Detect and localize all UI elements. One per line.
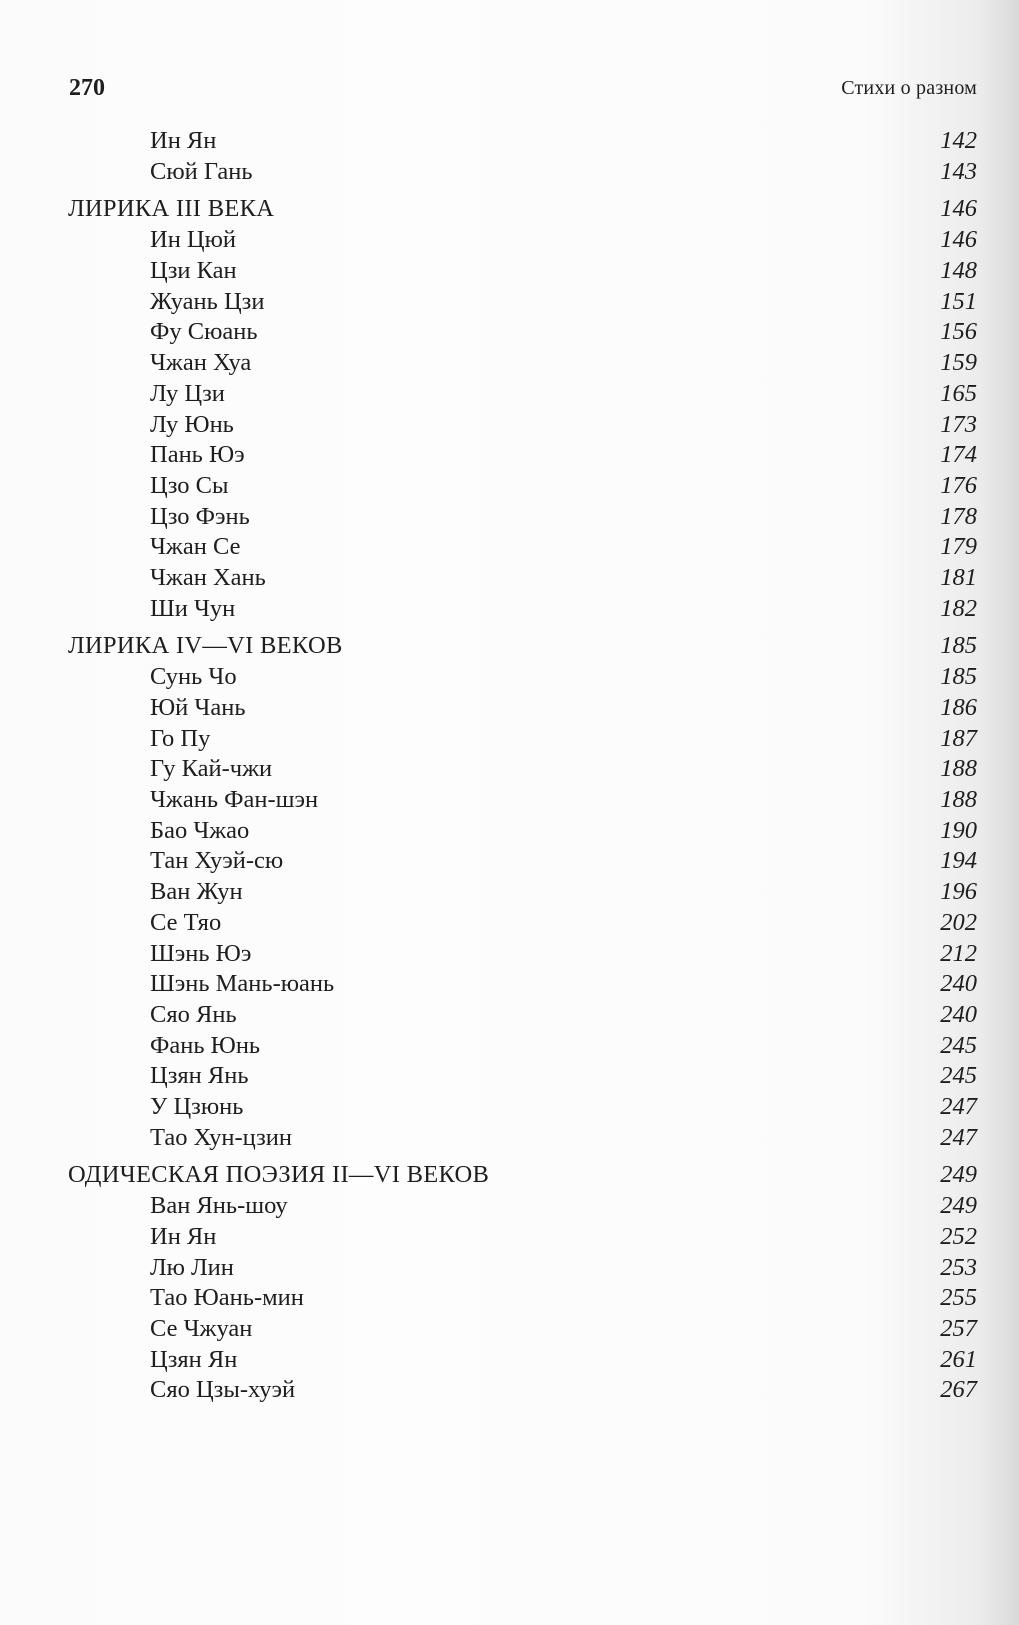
author-name: Ин Ян <box>150 1223 217 1250</box>
author-name: Лу Цзи <box>150 379 225 407</box>
toc-page-number: 151 <box>940 287 977 315</box>
toc-page-number: 146 <box>940 226 977 254</box>
toc-page-number: 257 <box>940 1315 977 1343</box>
author-name: Чжан Хань <box>150 563 266 591</box>
toc-page-number: 202 <box>940 908 977 936</box>
author-name: Юй Чань <box>150 694 246 721</box>
author-name: Шэнь Мань-юань <box>150 970 335 998</box>
toc-entry <box>68 379 977 410</box>
toc-page-number: 247 <box>940 1092 977 1120</box>
author-name: Жуань Цзи <box>150 287 265 315</box>
author-name: Сюй Гань <box>150 157 253 185</box>
author-name: Ши Чун <box>150 594 236 622</box>
author-name: Цзян Янь <box>150 1062 249 1090</box>
toc-page-number: 179 <box>940 533 977 561</box>
toc-page-number: 173 <box>940 410 977 438</box>
toc-entry <box>68 1222 977 1253</box>
toc-entry <box>68 440 977 471</box>
author-name: Фу Сюань <box>150 318 258 346</box>
toc-page-number: 186 <box>940 694 977 721</box>
toc-entry <box>68 348 977 379</box>
author-name: Бао Чжао <box>150 816 250 844</box>
author-name: Чжан Хуа <box>150 349 252 377</box>
toc-page-number: 212 <box>940 939 977 967</box>
toc-entry <box>68 1031 977 1062</box>
toc-page-number: 252 <box>940 1223 977 1250</box>
author-name: Се Тяо <box>150 908 222 936</box>
toc-entry <box>68 816 977 847</box>
toc-entry <box>68 1191 977 1222</box>
author-name: Чжань Фан-шэн <box>150 786 319 814</box>
toc-entry <box>68 877 977 908</box>
section-title: ЛИРИКА IV—VI ВЕКОВ <box>68 632 343 660</box>
toc-entry <box>68 908 977 939</box>
toc-page-number: 165 <box>940 379 977 407</box>
author-name: Ван Янь-шоу <box>150 1192 288 1220</box>
toc-entry <box>68 1253 977 1284</box>
author-name: Цзи Кан <box>150 257 237 285</box>
toc-entry <box>68 785 977 816</box>
toc-page-number: 255 <box>940 1284 977 1312</box>
toc-page-number: 267 <box>940 1376 977 1404</box>
author-name: Цзо Фэнь <box>150 502 250 530</box>
author-name: Го Пу <box>150 724 211 752</box>
running-head: Стихи о разном <box>841 77 977 99</box>
toc-page-number: 249 <box>940 1161 977 1189</box>
toc-page-number: 143 <box>940 157 977 185</box>
toc-entry <box>68 225 977 256</box>
author-name: Цзо Сы <box>150 471 229 499</box>
toc-page-number: 240 <box>940 970 977 998</box>
toc-entry <box>68 939 977 970</box>
toc-entry <box>68 317 977 348</box>
toc-entry <box>68 410 977 441</box>
toc-page-number: 176 <box>940 471 977 499</box>
author-name: Гу Кай-чжи <box>150 755 273 783</box>
toc-page-number: 247 <box>940 1123 977 1151</box>
toc-page-number: 174 <box>940 441 977 469</box>
page-header <box>69 70 977 106</box>
toc-entry <box>68 1000 977 1031</box>
toc-page-number: 142 <box>940 127 977 154</box>
section-title: ЛИРИКА III ВЕКА <box>68 195 275 223</box>
toc-page-number: 253 <box>940 1253 977 1281</box>
author-name: Сяо Цзы-хуэй <box>150 1376 296 1404</box>
author-name: Сяо Янь <box>150 1000 237 1028</box>
author-name: Ин Ян <box>150 127 217 154</box>
toc-entry <box>68 1283 977 1314</box>
author-name: Фань Юнь <box>150 1031 261 1059</box>
toc-page-number: 178 <box>940 502 977 530</box>
toc-entry <box>68 157 977 188</box>
author-name: Сунь Чо <box>150 663 237 691</box>
toc-page-number: 261 <box>940 1345 977 1373</box>
toc-entry <box>68 1123 977 1154</box>
toc-entry <box>68 1061 977 1092</box>
toc-entry <box>68 471 977 502</box>
toc-entry <box>68 724 977 755</box>
author-name: Лу Юнь <box>150 410 234 438</box>
toc-page-number: 187 <box>940 724 977 752</box>
toc-page-number: 182 <box>940 594 977 622</box>
toc-page-number: 181 <box>940 563 977 591</box>
toc-page-number: 188 <box>940 786 977 814</box>
toc-entry <box>68 693 977 724</box>
toc-entry <box>68 1345 977 1376</box>
author-name: Цзян Ян <box>150 1345 238 1373</box>
toc-entry <box>68 754 977 785</box>
toc-entry <box>68 1314 977 1345</box>
toc-entry <box>68 502 977 533</box>
author-name: Тао Юань-мин <box>150 1284 304 1312</box>
toc-page-number: 156 <box>940 318 977 346</box>
toc-entry <box>68 1375 977 1406</box>
toc-entry <box>68 126 977 157</box>
toc-entry <box>68 287 977 318</box>
toc-entry <box>68 1092 977 1123</box>
toc-entry <box>68 256 977 287</box>
toc-section-heading <box>68 192 977 225</box>
page-number: 270 <box>69 75 105 101</box>
toc-page-number: 159 <box>940 349 977 377</box>
toc-page-number: 194 <box>940 847 977 875</box>
author-name: Тао Хун-цзин <box>150 1123 292 1151</box>
toc-entry <box>68 969 977 1000</box>
author-name: Пань Юэ <box>150 441 245 469</box>
toc-page-number: 245 <box>940 1062 977 1090</box>
toc-entry <box>68 532 977 563</box>
author-name: Шэнь Юэ <box>150 939 252 967</box>
toc-page-number: 240 <box>940 1000 977 1028</box>
toc-page-number: 188 <box>940 755 977 783</box>
toc-section-heading <box>68 629 977 662</box>
toc-page-number: 190 <box>940 816 977 844</box>
author-name: Се Чжуан <box>150 1315 253 1343</box>
toc-entry <box>68 563 977 594</box>
toc-page-number: 196 <box>940 878 977 906</box>
author-name: Лю Лин <box>150 1253 234 1281</box>
toc-page-number: 249 <box>940 1192 977 1220</box>
toc-page-number: 185 <box>940 663 977 691</box>
toc-page-number: 148 <box>940 257 977 285</box>
toc-entry <box>68 594 977 625</box>
table-of-contents <box>68 126 977 1406</box>
section-title: ОДИЧЕСКАЯ ПОЭЗИЯ II—VI ВЕКОВ <box>68 1161 490 1189</box>
toc-entry <box>68 846 977 877</box>
author-name: Чжан Се <box>150 533 241 561</box>
toc-page-number: 146 <box>940 195 977 223</box>
toc-page-number: 185 <box>940 632 977 660</box>
author-name: Ин Цюй <box>150 226 237 254</box>
author-name: Ван Жун <box>150 878 243 906</box>
toc-page-number: 245 <box>940 1031 977 1059</box>
author-name: Тан Хуэй-сю <box>150 847 284 875</box>
toc-entry <box>68 662 977 693</box>
toc-section-heading <box>68 1158 977 1191</box>
author-name: У Цзюнь <box>150 1092 244 1120</box>
